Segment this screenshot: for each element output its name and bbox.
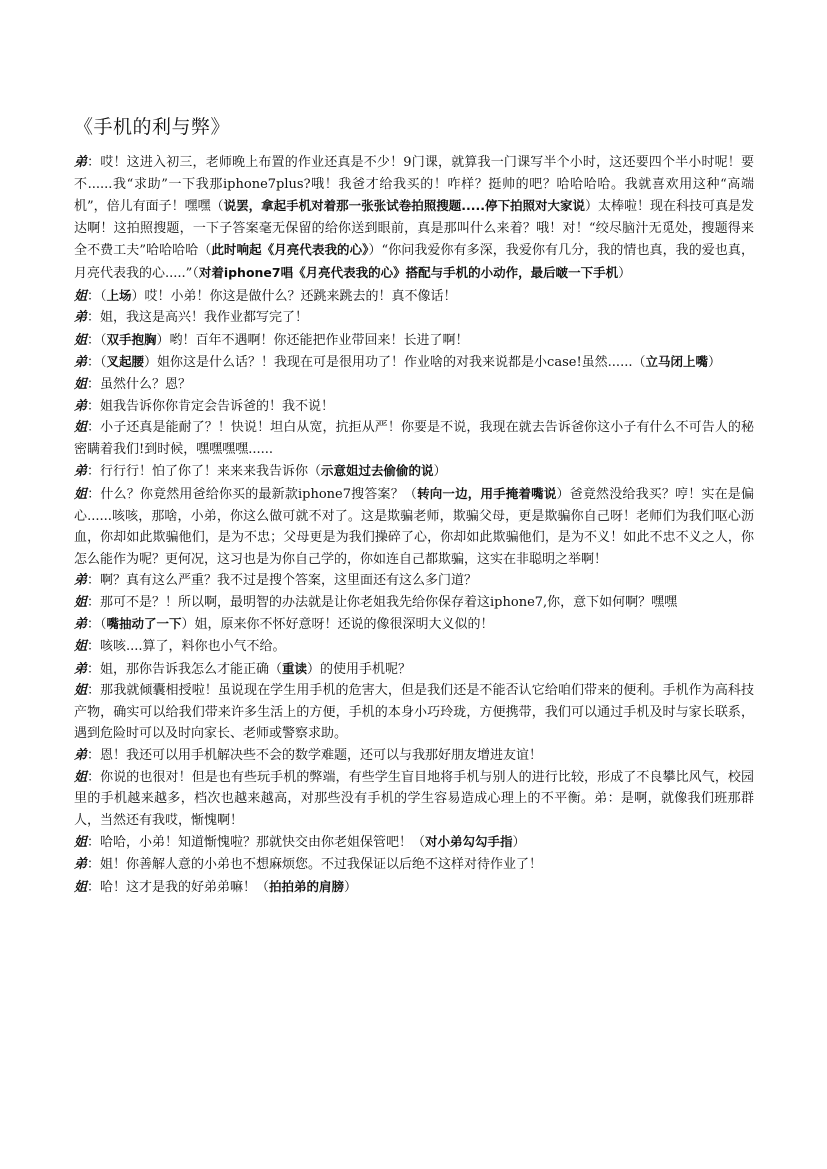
dialogue-text: ）爸竟然没给我买？哼！实在是偏心......咳咳，那啥，小弟，你这么做可就不对了。这是欺骗老师，欺骗父母，更是欺骗你自己呀！老师们为我们呕心沥血，你却如此欺骗他们，是为不忠；父母更是为我们操碎了心，你却如此欺骗他们，是为不义！如此不忠不义之人，你怎么能作为呢？更何况，这习也是为你自己学的，你如连自己都欺骗，这实在非聪明之举啊！ bbox=[74, 486, 754, 567]
dialogue-paragraph bbox=[74, 152, 754, 285]
dialogue-paragraph bbox=[74, 483, 754, 570]
speaker-label: 姐 bbox=[74, 332, 88, 348]
stage-direction: 叉起腰 bbox=[106, 354, 145, 370]
dialogue-text: ：哎！这进入初三，老师晚上布置的作业还真是不少！9门课，就算我一门课写半个小时，这还要四个半小时呢！要不......我“求助”一下我那iphone7plus?哦！我爸才给我买的！咋样？挺帅的吧？哈哈哈哈。我就喜欢用这种“高端机”，倍儿有面子！嘿嘿（ bbox=[74, 155, 754, 215]
speaker-label: 弟 bbox=[74, 398, 88, 414]
dialogue-paragraph bbox=[74, 876, 754, 899]
dialogue-paragraph bbox=[74, 767, 754, 832]
dialogue-paragraph bbox=[74, 417, 754, 460]
dialogue-paragraph bbox=[74, 460, 754, 483]
dialogue-paragraph bbox=[74, 680, 754, 745]
dialogue-text: ：哈哈，小弟！知道惭愧啦？那就快交由你老姐保管吧！（ bbox=[87, 835, 426, 851]
speaker-label: 姐 bbox=[74, 376, 88, 392]
dialogue-paragraph bbox=[74, 374, 754, 396]
speaker-label: 弟 bbox=[74, 748, 88, 764]
stage-direction: 此时响起《月亮代表我的心》 bbox=[211, 242, 369, 258]
dialogue-paragraph bbox=[74, 396, 754, 418]
dialogue-text: ：（ bbox=[87, 332, 107, 348]
stage-direction: 拍拍弟的肩膀 bbox=[269, 878, 345, 894]
stage-direction: 说罢，拿起手机对着那一张张试卷拍照搜题.....停下拍照对大家说 bbox=[223, 198, 585, 214]
dialogue-text: ） bbox=[512, 835, 526, 851]
dialogue-text: ：虽然什么？恩？ bbox=[87, 376, 192, 392]
speaker-label: 姐 bbox=[74, 486, 88, 502]
dialogue-text: ） bbox=[433, 464, 447, 480]
dialogue-text: ）哎！小弟！你这是做什么？还跳来跳去的！真不像话！ bbox=[131, 288, 457, 304]
stage-direction: 嘴抽动了一下 bbox=[106, 616, 182, 632]
speaker-label: 弟 bbox=[74, 155, 88, 170]
dialogue-paragraph bbox=[74, 745, 754, 767]
dialogue-text: ：啊？真有这么严重？我不过是搜个答案，这里面还有这么多门道？ bbox=[87, 573, 478, 589]
stage-direction: 双手抱胸 bbox=[106, 331, 157, 347]
dialogue-text: ）太棒啦！现在科技可真是发达啊！这拍照搜题，一下子答案毫无保留的给你送到眼前，真是那叫什么来着？哦！对！“绞尽脑汁无觅处，搜题得来全不费工夫”哈哈哈哈（ bbox=[74, 199, 754, 259]
dialogue-text: ） bbox=[618, 265, 632, 281]
document-body bbox=[74, 152, 754, 898]
dialogue-paragraph bbox=[74, 636, 754, 658]
dialogue-text: ：姐，我这是高兴！我作业都写完了！ bbox=[87, 310, 309, 326]
speaker-label: 姐 bbox=[74, 683, 88, 699]
speaker-label: 弟 bbox=[74, 661, 88, 677]
stage-direction: 对着iphone7唱《月亮代表我的心》搭配与手机的小动作，最后啵一下手机 bbox=[198, 264, 619, 280]
dialogue-text: ：咳咳....算了，料你也小气不给。 bbox=[87, 639, 286, 655]
dialogue-paragraph bbox=[74, 854, 754, 876]
dialogue-text: ：行行行！怕了你了！来来来我告诉你（ bbox=[87, 464, 322, 480]
dialogue-text: ：什么？你竟然用爸给你买的最新款iphone7搜答案？（ bbox=[87, 486, 418, 502]
speaker-label: 弟 bbox=[74, 355, 88, 371]
stage-direction: 对小弟勾勾手指 bbox=[425, 834, 513, 850]
dialogue-text: ）哟！百年不遇啊！你还能把作业带回来！长进了啊！ bbox=[156, 332, 469, 348]
dialogue-paragraph bbox=[74, 613, 754, 636]
speaker-label: 姐 bbox=[74, 835, 88, 851]
dialogue-paragraph bbox=[74, 285, 754, 308]
document-title: 《手机的利与弊》 bbox=[74, 116, 231, 138]
dialogue-paragraph bbox=[74, 831, 754, 854]
stage-direction: 示意姐过去偷偷的说 bbox=[321, 463, 434, 479]
speaker-label: 弟 bbox=[74, 464, 88, 480]
dialogue-paragraph bbox=[74, 658, 754, 681]
stage-direction: 重读 bbox=[282, 660, 308, 676]
dialogue-text: ：（ bbox=[87, 617, 107, 633]
dialogue-text: ）“你问我爱你有多深，我爱你有几分，我的情也真，我的爱也真，月亮代表我的心.....”（ bbox=[74, 243, 754, 281]
dialogue-text: ） bbox=[707, 355, 721, 371]
dialogue-text: ：姐，那你告诉我怎么才能正确（ bbox=[87, 661, 283, 677]
dialogue-paragraph bbox=[74, 592, 754, 614]
speaker-label: 姐 bbox=[74, 420, 88, 436]
dialogue-text: ：恩！我还可以用手机解决些不会的数学难题，还可以与我那好朋友增进友谊！ bbox=[87, 748, 543, 764]
dialogue-paragraph bbox=[74, 329, 754, 352]
speaker-label: 弟 bbox=[74, 573, 88, 589]
dialogue-text: ）姐你这是什么话？！我现在可是很用功了！作业啥的对我来说都是小case!虽然......（ bbox=[144, 355, 646, 371]
dialogue-paragraph bbox=[74, 351, 754, 374]
dialogue-text: ：（ bbox=[87, 355, 107, 371]
speaker-label: 姐 bbox=[74, 594, 88, 610]
speaker-label: 姐 bbox=[74, 288, 88, 304]
speaker-label: 弟 bbox=[74, 310, 88, 326]
dialogue-text: ：那我就倾囊相授啦！虽说现在学生用手机的危害大，但是我们还是不能否认它给咱们带来的便利。手机作为高科技产物，确实可以给我们带来许多生活上的方便，手机的本身小巧玲珑，方便携带，我们可以通过手机及时与家长联系，遇到危险时可以及时向家长、老师或警察求助。 bbox=[74, 683, 754, 742]
dialogue-text: ：小子还真是能耐了？！快说！坦白从宽，抗拒从严！你要是不说，我现在就去告诉爸你这小子有什么不可告人的秘密瞒着我们!到时候，嘿嘿嘿嘿...... bbox=[74, 420, 754, 457]
dialogue-text: ）的使用手机呢？ bbox=[307, 661, 412, 677]
dialogue-text: ：（ bbox=[87, 288, 107, 304]
dialogue-paragraph bbox=[74, 307, 754, 329]
dialogue-text: ：姐我告诉你你肯定会告诉爸的！我不说！ bbox=[87, 398, 335, 414]
dialogue-text: ）姐，原来你不怀好意呀！还说的像很深明大义似的！ bbox=[181, 617, 494, 633]
speaker-label: 姐 bbox=[74, 879, 88, 895]
dialogue-text: ） bbox=[344, 879, 358, 895]
stage-direction: 立马闭上嘴 bbox=[645, 354, 708, 370]
dialogue-text: ：你说的也很对！但是也有些玩手机的弊端，有些学生盲目地将手机与别人的进行比较，形成了不良攀比风气，校园里的手机越来越多，档次也越来越高，对那些没有手机的学生容易造成心理上的不平衡。弟：是啊，就像我们班那群人，当然还有我哎，惭愧啊！ bbox=[74, 769, 754, 828]
speaker-label: 弟 bbox=[74, 617, 88, 633]
speaker-label: 姐 bbox=[74, 769, 88, 785]
dialogue-text: ：那可不是？！所以啊，最明智的办法就是让你老姐我先给你保存着这iphone7,你，意下如何啊？嘿嘿 bbox=[87, 594, 678, 610]
speaker-label: 姐 bbox=[74, 639, 88, 655]
dialogue-text: ：姐！你善解人意的小弟也不想麻烦您。不过我保证以后绝不这样对待作业了！ bbox=[87, 857, 543, 872]
dialogue-text: ：哈！这才是我的好弟弟嘛！（ bbox=[87, 879, 270, 895]
stage-direction: 转向一边，用手掩着嘴说 bbox=[417, 485, 557, 501]
dialogue-paragraph bbox=[74, 570, 754, 592]
stage-direction: 上场 bbox=[106, 287, 132, 303]
speaker-label: 弟 bbox=[74, 857, 88, 872]
